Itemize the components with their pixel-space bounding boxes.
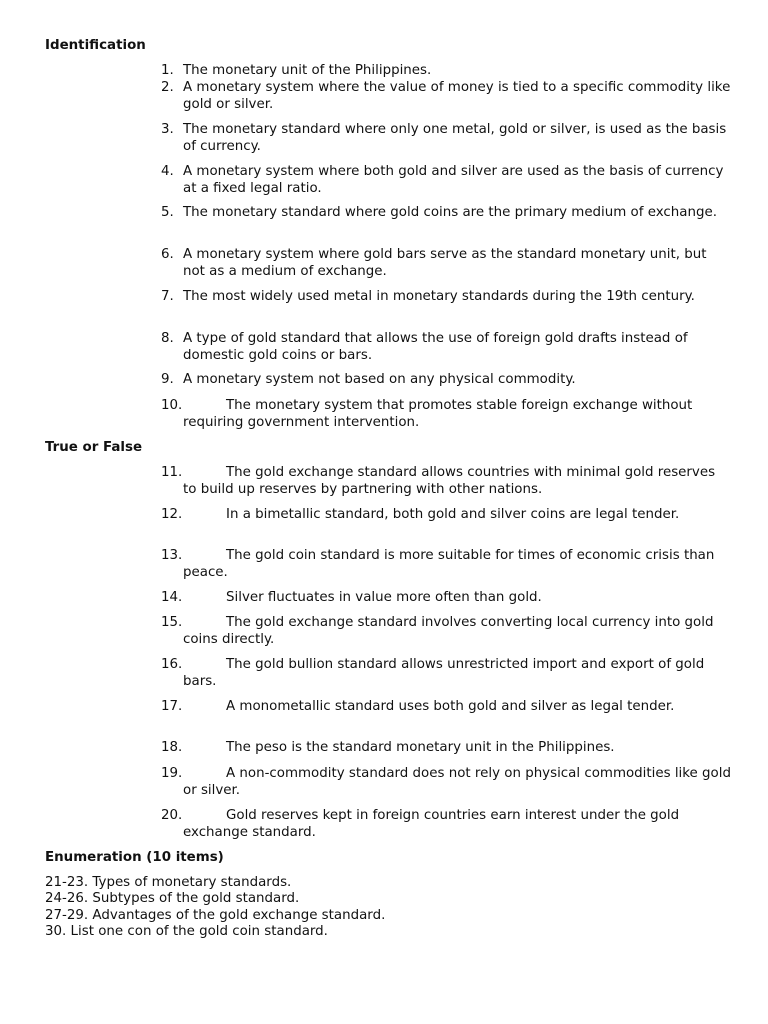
section-heading-identification: Identification — [45, 38, 146, 53]
question-item — [161, 205, 731, 222]
question-text: The monetary standard where gold coins are the primary medium of exchange. — [183, 205, 717, 220]
question-number: 10. — [161, 398, 183, 413]
question-item — [161, 398, 731, 431]
question-number: 7. — [161, 289, 174, 304]
question-item — [161, 740, 731, 757]
question-text: The gold coin standard is more suitable for times of economic crisis than peace. — [183, 548, 715, 580]
question-item — [161, 699, 731, 716]
question-number: 20. — [161, 808, 183, 823]
question-text: The gold exchange standard allows countries with minimal gold reserves to build up reserves by partnering with other nations. — [183, 465, 716, 497]
question-item — [161, 590, 731, 607]
question-number: 6. — [161, 247, 174, 262]
question-item — [161, 372, 731, 389]
question-item — [161, 808, 731, 841]
question-text: A monetary system where both gold and silver are used as the basis of currency at a fixed legal ratio. — [183, 164, 724, 196]
enumeration-item: 21-23. Types of monetary standards. — [45, 875, 292, 890]
question-item — [161, 289, 731, 306]
section-heading-enumeration: Enumeration (10 items) — [45, 850, 224, 865]
question-item — [161, 766, 731, 799]
question-item — [161, 247, 731, 280]
question-item — [161, 465, 731, 498]
question-text: A non-commodity standard does not rely on physical commodities like gold or silver. — [183, 766, 731, 798]
question-text: The most widely used metal in monetary standards during the 19th century. — [183, 289, 695, 304]
question-item — [161, 164, 731, 197]
question-item — [161, 507, 731, 524]
enumeration-item: 24-26. Subtypes of the gold standard. — [45, 891, 300, 906]
question-item — [161, 331, 731, 364]
question-item — [161, 63, 731, 80]
question-number: 11. — [161, 465, 183, 480]
question-number: 19. — [161, 766, 183, 781]
question-number: 18. — [161, 740, 183, 755]
question-text: The monetary system that promotes stable foreign exchange without requiring government intervention. — [183, 398, 693, 430]
question-item — [161, 548, 731, 581]
question-number: 3. — [161, 122, 174, 137]
question-text: A monometallic standard uses both gold and silver as legal tender. — [226, 699, 675, 714]
question-text: The monetary unit of the Philippines. — [183, 63, 432, 78]
question-number: 12. — [161, 507, 183, 522]
question-text: A type of gold standard that allows the use of foreign gold drafts instead of domestic gold coins or bars. — [183, 331, 688, 363]
section-heading-true-false: True or False — [45, 440, 143, 455]
question-text: Gold reserves kept in foreign countries earn interest under the gold exchange standard. — [183, 808, 680, 840]
question-number: 1. — [161, 63, 174, 78]
question-item — [161, 615, 731, 648]
question-number: 17. — [161, 699, 183, 714]
question-number: 2. — [161, 80, 174, 95]
question-text: The peso is the standard monetary unit in the Philippines. — [226, 740, 615, 755]
question-text: A monetary system where gold bars serve as the standard monetary unit, but not as a medium of exchange. — [183, 247, 707, 279]
question-text: The monetary standard where only one metal, gold or silver, is used as the basis of currency. — [183, 122, 727, 154]
question-number: 14. — [161, 590, 183, 605]
question-item — [161, 80, 731, 113]
enumeration-item: 30. List one con of the gold coin standard. — [45, 924, 328, 939]
question-number: 13. — [161, 548, 183, 563]
question-text: Silver fluctuates in value more often than gold. — [226, 590, 542, 605]
question-number: 5. — [161, 205, 174, 220]
question-item — [161, 122, 731, 155]
question-text: A monetary system not based on any physical commodity. — [183, 372, 576, 387]
enumeration-item: 27-29. Advantages of the gold exchange standard. — [45, 908, 386, 923]
question-text: In a bimetallic standard, both gold and silver coins are legal tender. — [226, 507, 680, 522]
question-number: 9. — [161, 372, 174, 387]
question-number: 8. — [161, 331, 174, 346]
question-text: A monetary system where the value of money is tied to a specific commodity like gold or silver. — [183, 80, 731, 112]
question-item — [161, 657, 731, 690]
question-number: 4. — [161, 164, 174, 179]
question-text: The gold bullion standard allows unrestricted import and export of gold bars. — [183, 657, 705, 689]
question-number: 15. — [161, 615, 183, 630]
question-number: 16. — [161, 657, 183, 672]
question-text: The gold exchange standard involves converting local currency into gold coins directly. — [183, 615, 714, 647]
